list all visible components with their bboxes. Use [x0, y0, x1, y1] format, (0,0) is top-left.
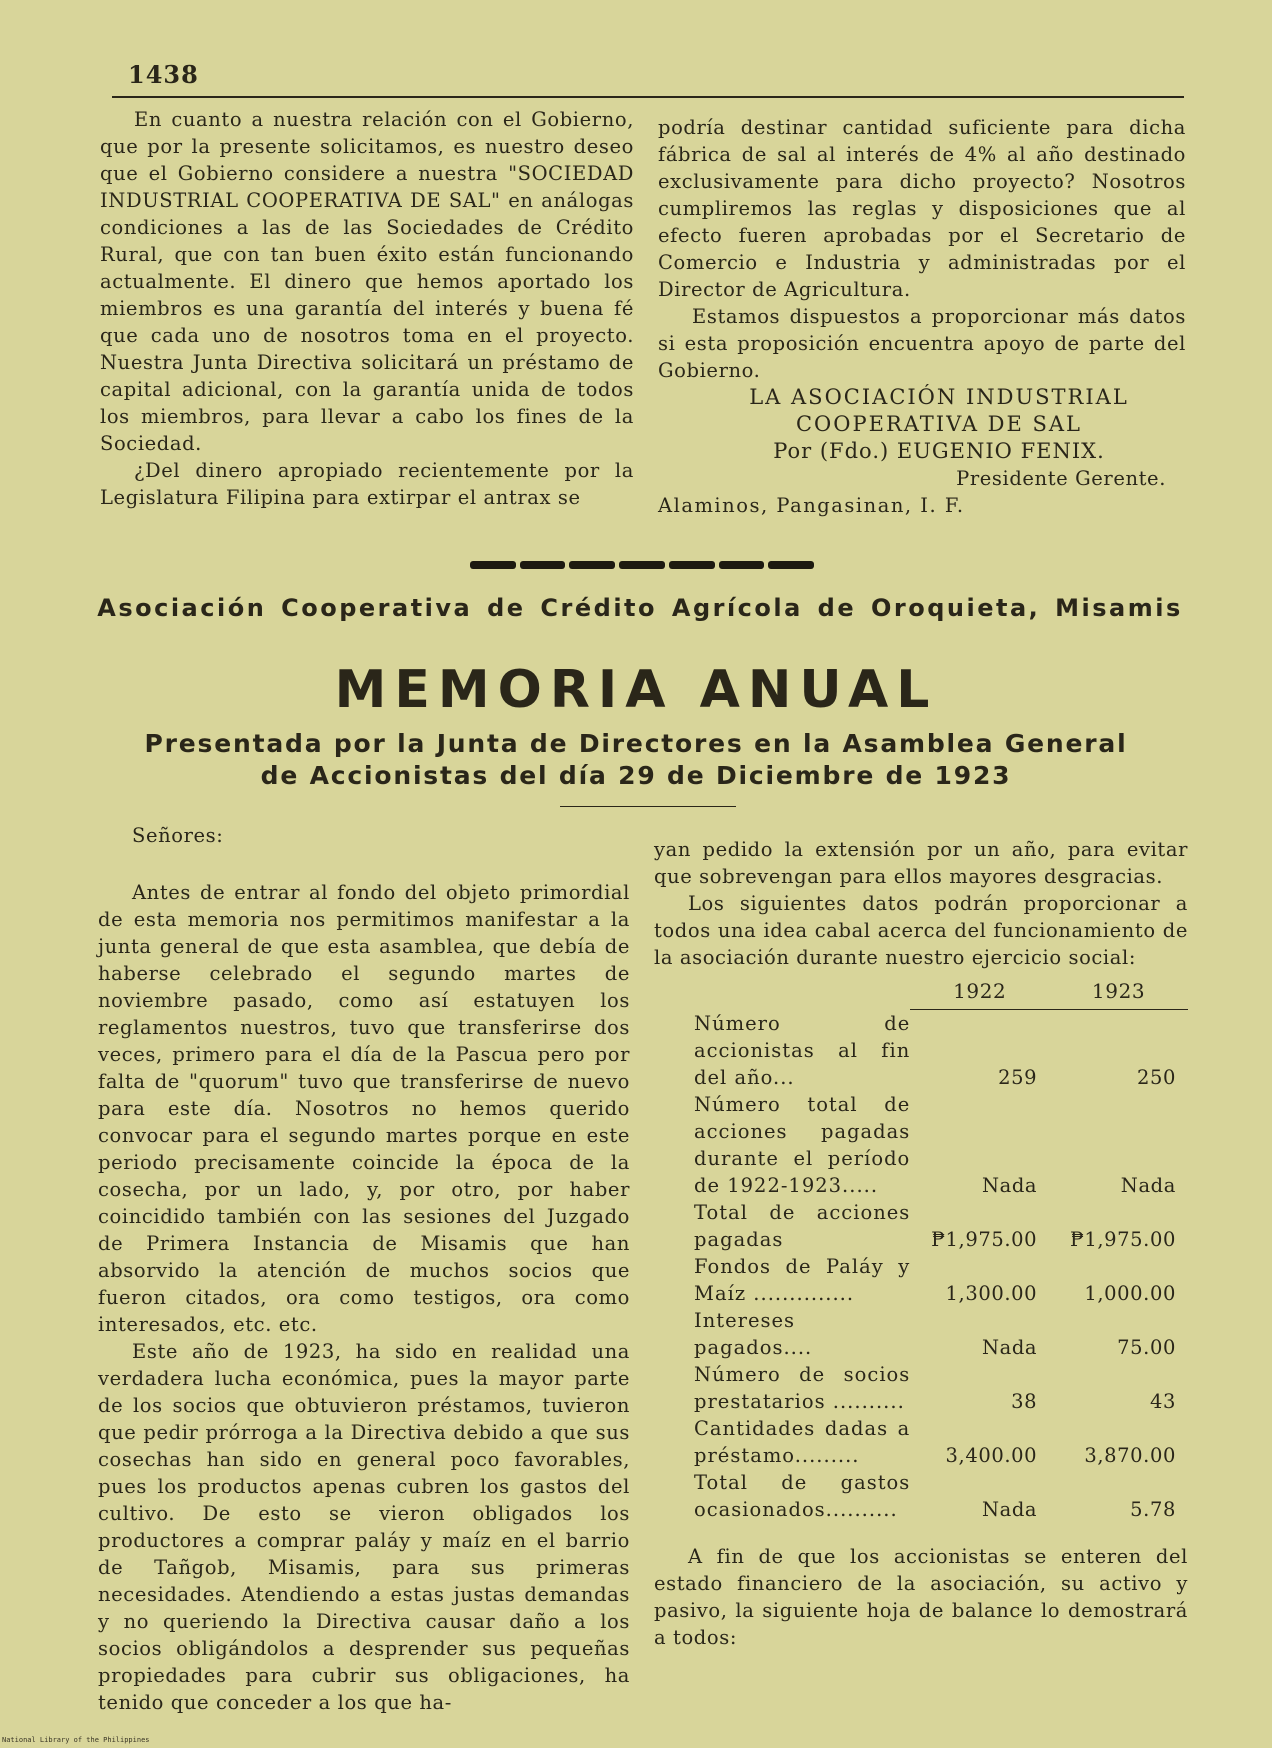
- signature-place: Alaminos, Pangasinan, I. F.: [658, 494, 965, 517]
- value-1923: 75.00: [1117, 1335, 1176, 1359]
- value-1923: 1,000.00: [1084, 1281, 1176, 1305]
- top-left-column: [100, 106, 634, 511]
- paragraph: yan pedido la extensión por un año, para evitar que sobrevengan para ellos mayores desgracias.: [654, 838, 1188, 888]
- value-1923: 3,870.00: [1084, 1443, 1176, 1467]
- signature-org-line2: COOPERATIVA DE SAL: [795, 412, 1082, 436]
- table-row: [654, 1469, 1188, 1523]
- table-row: [654, 1253, 1188, 1307]
- value-1923: Nada: [1120, 1173, 1176, 1197]
- row-label: Total de gastos ocasionados..........: [694, 1470, 911, 1521]
- top-rule: [112, 96, 1184, 98]
- subtitle-line1: Presentada por la Junta de Directores en la Asamblea General: [144, 729, 1128, 758]
- table-header-row: [654, 977, 1188, 1010]
- value-1922: ₱1,975.00: [931, 1227, 1038, 1251]
- paragraph: En cuanto a nuestra relación con el Gobierno, que por la presente solicitamos, es nuestro deseo que el Gobierno considere a nuestra "SOCIEDAD INDUSTRIAL COOPERATIVA DE SAL" en análogas condiciones a las de las Sociedades de Crédito Rural, que con tan buen éxito están funcionando actualmente. El dinero que hemos aportado los miembros es una garantía del interés y buena fé que cada uno de nosotros toma en el proyecto. Nuestra Junta Directiva solicitará un préstamo de capital adicional, con la garantía unida de todos los miembros, para llevar a cabo los fines de la Sociedad.: [100, 108, 634, 455]
- value-1923: ₱1,975.00: [1069, 1227, 1176, 1251]
- row-label: Número de socios prestatarios ..........: [694, 1362, 911, 1413]
- value-1922: 3,400.00: [945, 1443, 1038, 1467]
- value-1922: Nada: [981, 1497, 1038, 1521]
- statistics-table: [654, 977, 1188, 1523]
- table-row: [654, 1415, 1188, 1469]
- main-title: MEMORIA ANUAL: [334, 660, 938, 720]
- value-1922: 38: [1011, 1389, 1038, 1413]
- association-title: Asociación Cooperativa de Crédito Agrícola de Oroquieta, Misamis: [97, 594, 1183, 622]
- bottom-right-column: [654, 836, 1188, 1651]
- bottom-left-column: [98, 822, 630, 1716]
- value-1923: 250: [1136, 1065, 1176, 1089]
- paragraph: ¿Del dinero apropiado recientemente por la Legislatura Filipina para extirpar el antrax se: [100, 459, 634, 509]
- value-1922: Nada: [981, 1335, 1038, 1359]
- column-header-1922: 1922: [910, 977, 1049, 1010]
- row-label: Total de acciones pagadas: [694, 1200, 911, 1251]
- paragraph: podría destinar cantidad suficiente para dicha fábrica de sal al interés de 4% al año destinado exclusivamente para dicho proyecto? Nosotros cumpliremos las reglas y disposiciones que al efecto fueren aprobadas por el Secretario de Comercio e Industria y administradas por el Director de Agricultura.: [658, 116, 1186, 301]
- table-row: [654, 1361, 1188, 1415]
- paragraph: Este año de 1923, ha sido en realidad una verdadera lucha económica, pues la mayor parte de los socios que obtuvieron préstamos, tuvieron que pedir prórroga a la Directiva debido a que sus cosechas han sido en general poco favorables, pues los productos apenas cubren los gastos del cultivo. De esto se vieron obligados los productores a comprar paláy y maíz en el barrio de Tañgob, Misamis, para sus primeras necesidades. Atendiendo a estas justas demandas y no queriendo la Directiva causar daño a los socios obligándolos a desprender sus pequeñas propiedades para cubrir sus obligaciones, ha tenido que conceder a los que ha-: [98, 1340, 630, 1714]
- paragraph: Los siguientes datos podrán proporcionar a todos una idea cabal acerca del funcionamiento de la asociación durante nuestro ejercicio social:: [654, 892, 1188, 969]
- subtitle-line2: de Accionistas del día 29 de Diciembre de 1923: [260, 761, 1012, 790]
- row-label: Cantidades dadas a préstamo.........: [694, 1416, 911, 1467]
- page-number: 1438: [128, 60, 199, 89]
- table-row: [654, 1307, 1188, 1361]
- top-right-column: [658, 114, 1186, 519]
- column-header-1923: 1923: [1049, 977, 1188, 1010]
- value-1922: Nada: [981, 1173, 1038, 1197]
- salutation: Señores:: [132, 824, 224, 847]
- table-row: [654, 1091, 1188, 1199]
- paragraph: Antes de entrar al fondo del objeto primordial de esta memoria nos permitimos manifestar a la junta general de que esta asamblea, que debía de haberse celebrado el segundo martes de noviembre pasado, como así estatuyen los reglamentos nuestros, tuvo que transferirse dos veces, primero para el día de la Pascua pero por falta de "quorum" tuvo que transferirse de nuevo para este día. Nosotros no hemos querido convocar para el segundo martes porque en este periodo precisamente coincide la época de la cosecha, por un lado, y, por otro, por haber coincidido también con las sesiones del Juzgado de Primera Instancia de Misamis que han absorvido la atención de muchos socios que fueron citados, ora como testigos, ora como interesados, etc. etc.: [98, 881, 630, 1336]
- section-rule: [560, 806, 736, 807]
- row-label: Número de accionistas al fin del año...: [694, 1011, 911, 1089]
- row-label: Intereses pagados....: [694, 1308, 813, 1359]
- paragraph: A fin de que los accionistas se enteren del estado financiero de la asociación, su activo y pasivo, la siguiente hoja de balance lo demostrará a todos:: [654, 1544, 1188, 1649]
- signature-by-line: Por (Fdo.) EUGENIO FENIX.: [773, 439, 1105, 463]
- row-label: Fondos de Paláy y Maíz ..............: [694, 1254, 911, 1305]
- table-row: [654, 1199, 1188, 1253]
- subtitle: [80, 728, 1192, 792]
- ornamental-divider: [470, 560, 814, 570]
- signature-title: Presidente Gerente.: [956, 467, 1166, 490]
- value-1922: 259: [998, 1065, 1038, 1089]
- value-1923: 43: [1149, 1389, 1176, 1413]
- paragraph: Estamos dispuestos a proporcionar más datos si esta proposición encuentra apoyo de parte del Gobierno.: [658, 305, 1186, 382]
- table-row: [654, 1010, 1188, 1091]
- footer-credit: National Library of the Philippines: [2, 1736, 150, 1744]
- value-1922: 1,300.00: [945, 1281, 1038, 1305]
- signature-org-line1: LA ASOCIACIÓN INDUSTRIAL: [749, 385, 1129, 409]
- row-label: Número total de acciones pagadas durante el período de 1922-1923.....: [694, 1092, 911, 1197]
- value-1923: 5.78: [1130, 1497, 1176, 1521]
